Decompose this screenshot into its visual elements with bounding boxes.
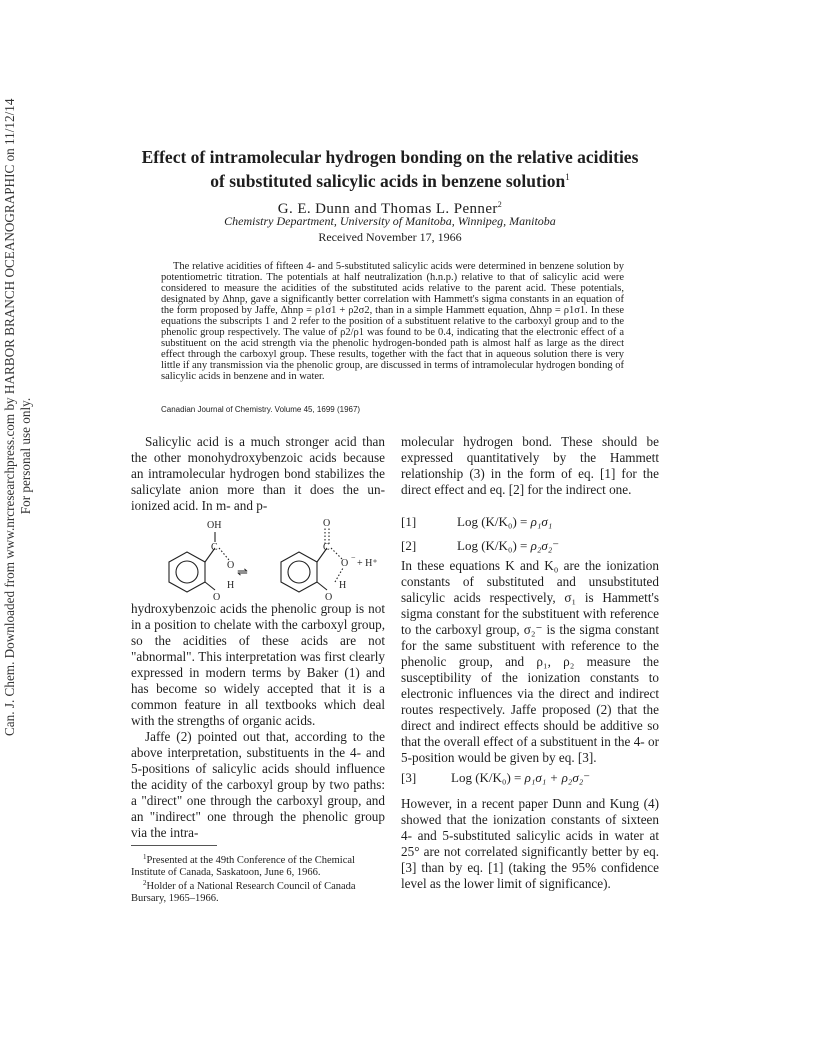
footnotes <box>131 852 385 904</box>
abstract: The relative acidities of fifteen 4- and 5-substituted salicylic acids were determined in benzene solution by potentiometric titration. The potentials at half neutralization (h.n.p.) relative to that of salicylic acid were considered to measure the acidities of the substituted acids relative to the parent acid. These potentials, designated by Δhnp, gave a significantly better correlation with Hammett's sigma constants in an equation of the form proposed by Jaffe, Δhnp = ρ1σ1 + ρ2σ2, than in a simple Hammett equation, Δhnp = ρ1σ1. In these equations the subscripts 1 and 2 refer to the position of a substituent relative to the carboxyl group and to the phenolic group respectively. The value of ρ2/ρ1 was found to be 0.4, indicating that the electronic effect of a substituent on the acid strength via the phenolic hydrogen-bonded path is almost half as large as the direct effect through the carboxyl group. These results, together with the fact that in aqueous solution there is very little if any transmission via the phenolic group, are discussed in terms of intramolecular hydrogen bonding of salicylic acids in benzene and in water. <box>161 261 624 382</box>
equation-2-number: [2] <box>401 538 417 553</box>
right-column-top <box>401 434 659 498</box>
title-line1: Effect of intramolecular hydrogen bonding on the relative acidities <box>141 147 639 167</box>
left-para-2: hydroxybenzoic acids the phenolic group is not in a position to chelate with the carboxyl group, so the acidities of these acids are not "abnormal". This interpretation was first clearly expressed in modern terms by Baker (1) and has become so widely accepted that it is a common feature in all textbooks which deal with the strengths of organic acids. <box>131 601 385 728</box>
footnote-1-mark: 1 <box>143 853 147 861</box>
equation-3-rhs: ρ₁σ₁ + ρ₂σ₂⁻ <box>524 770 591 785</box>
title-footnote-mark: 1 <box>565 172 570 182</box>
oxygen-label-right-bottom: O <box>325 592 333 603</box>
footnote-1-text: Presented at the 49th Conference of the Chemical Institute of Canada, Saskatoon, June 6, 1966. <box>131 855 355 878</box>
equation-1 <box>401 514 552 530</box>
hydrogen-label-left: H <box>227 580 235 591</box>
footnote-1 <box>131 852 385 878</box>
oh-label: OH <box>207 520 222 531</box>
affiliation: Chemistry Department, University of Manitoba, Winnipeg, Manitoba <box>224 214 556 228</box>
left-column-top <box>131 434 385 514</box>
article-title <box>110 147 670 191</box>
received-date: Received November 17, 1966 <box>318 230 462 244</box>
left-column-bottom <box>131 601 385 841</box>
salicylate-equilibrium-diagram <box>131 516 385 604</box>
right-column-bottom <box>401 796 659 892</box>
title-line2: of substituted salicylic acids in benzene solution <box>210 171 566 191</box>
oxygen-label-left: O <box>227 560 235 571</box>
equation-3 <box>401 770 590 786</box>
oxygen-minus-label: O <box>341 558 349 569</box>
equation-1-lhs: Log (K/K₀) = <box>457 514 531 529</box>
equation-1-number: [1] <box>401 514 417 529</box>
right-para-1: molecular hydrogen bond. These should be expressed quantitatively by the Hammett relationship (3) in the form of eq. [1] for the direct effect and eq. [2] for the indirect one. <box>401 434 659 497</box>
benzene-ring-right <box>281 552 317 592</box>
right-column-middle <box>401 558 659 766</box>
minus-charge: − <box>351 553 356 562</box>
download-notice <box>2 98 38 736</box>
footnote-2-text: Holder of a National Research Council of Canada Bursary, 1965–1966. <box>131 881 356 904</box>
oxygen-label-left-bottom: O <box>213 592 221 603</box>
right-para-2: In these equations K and K₀ are the ionization constants of substituted and unsubstituted salicylic acids respectively, σ₁ is Hammett's sigma constant for the substituent with reference to the carboxyl group, σ₂⁻ is the sigma constant for the same substituent with reference to the phenolic group, and ρ₁, ρ₂ measure the susceptibility of the ionization constants to electronic influences via the direct and indirect routes respectively. Jaffe proposed (2) that the direct and indirect effects should be additive so that the overall effect of a substituent in the 4- or 5-position would be given by eq. [3]. <box>401 558 659 765</box>
aromatic-circle-left <box>176 561 198 583</box>
download-notice-line2: For personal use only. <box>18 397 33 515</box>
aromatic-circle-right <box>288 561 310 583</box>
right-para-3: However, in a recent paper Dunn and Kung (4) showed that the ionization constants of sixteen 4- and 5-substituted salicylic acids in water at 25° are not correlated significantly better by eq. [3] than by eq. [1] (taking the 95% confidence level as the lower limit of significance). <box>401 796 659 891</box>
equation-2-rhs: ρ₂σ₂⁻ <box>530 538 560 553</box>
equation-3-number: [3] <box>401 770 417 785</box>
download-notice-line1: Can. J. Chem. Downloaded from www.nrcresearchpress.com by HARBOR BRANCH OCEANOGRAPHIC on 11/12/14 <box>2 98 17 736</box>
hydrogen-label-right: H <box>339 580 347 591</box>
equilibrium-arrows: ⇌ <box>237 564 248 579</box>
equation-3-lhs: Log (K/K₀) = <box>451 770 525 785</box>
authors-text: G. E. Dunn and Thomas L. Penner <box>277 201 498 217</box>
footnote-2-mark: 2 <box>143 879 147 887</box>
equation-2 <box>401 538 559 554</box>
equation-2-lhs: Log (K/K₀) = <box>457 538 531 553</box>
footnote-divider <box>131 845 217 846</box>
carbon-label-right: C <box>323 542 330 553</box>
left-para-1: Salicylic acid is a much stronger acid than the other monohydroxybenzoic acids because an intramolecular hydrogen bond stabilizes the salicylate anion more than it does the un-ionized acid. In m- and p- <box>131 434 385 513</box>
plus-proton-label: + H⁺ <box>357 558 378 569</box>
carbon-label-left: C <box>211 542 218 553</box>
author-footnote-mark: 2 <box>497 200 503 209</box>
journal-citation: Canadian Journal of Chemistry. Volume 45, 1699 (1967) <box>161 405 361 414</box>
oxygen-label-top-right: O <box>323 518 331 529</box>
equation-1-rhs: ρ₁σ₁ <box>530 514 553 529</box>
benzene-ring-left <box>169 552 205 592</box>
structure-svg <box>131 516 385 604</box>
left-para-3: Jaffe (2) pointed out that, according to the above interpretation, substituents in the 4- and 5-positions of salicylic acids should influence the acidity of the carboxyl group by two paths: a "direct" one through the carboxyl group, and an "indirect" one through the phenolic group via the intra- <box>131 729 385 840</box>
footnote-2 <box>131 878 385 904</box>
